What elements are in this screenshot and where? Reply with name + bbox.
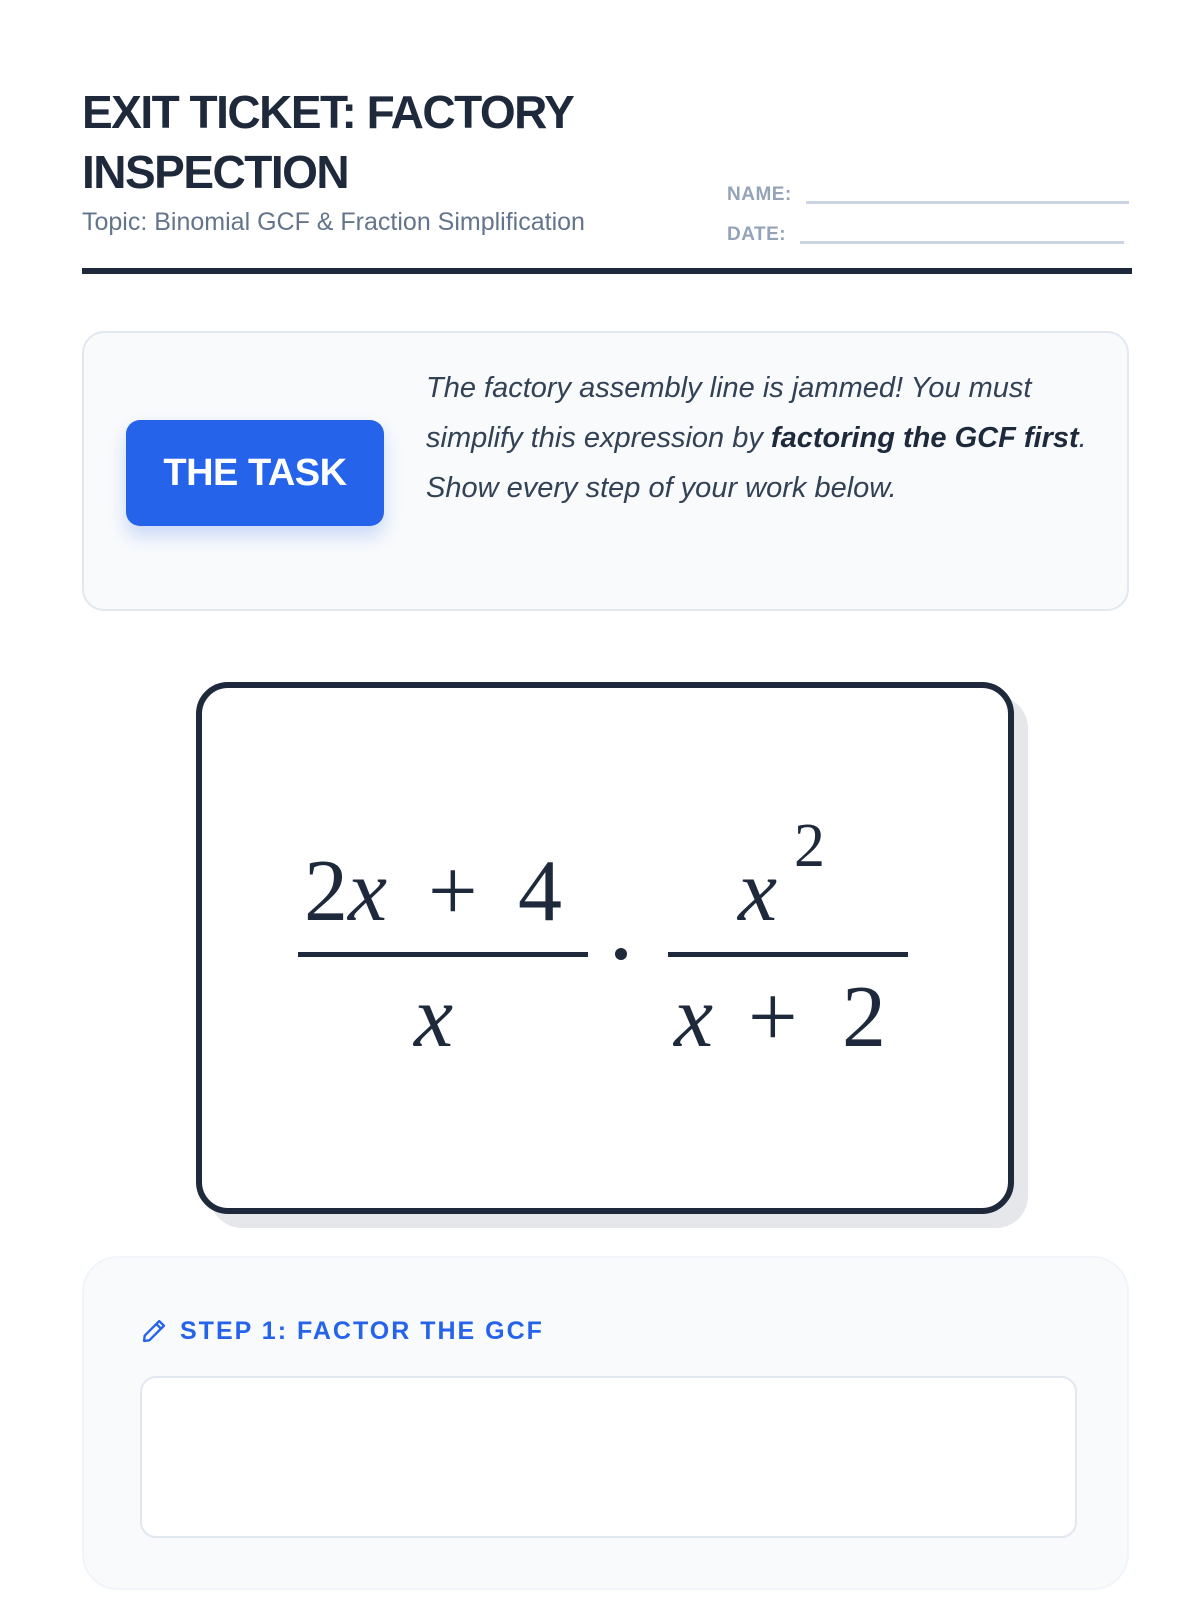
step1-header xyxy=(140,1316,544,1346)
task-text-emphasis: factoring the GCF first xyxy=(770,422,1079,454)
task-badge: THE TASK xyxy=(126,420,384,526)
expression-display xyxy=(202,688,1008,1208)
f2-den-variable: x xyxy=(674,969,714,1066)
fraction-bar-2 xyxy=(668,952,908,957)
task-text-part2: . Show every step of your work below. xyxy=(426,422,1087,504)
f1-num-constant: 4 xyxy=(518,843,562,940)
date-label: DATE: xyxy=(727,224,787,245)
worksheet-header xyxy=(82,82,1132,272)
step1-card xyxy=(82,1256,1129,1590)
topic-subtitle: Topic: Binomial GCF & Fraction Simplification xyxy=(82,208,585,236)
expression-card xyxy=(196,682,1014,1214)
date-field[interactable] xyxy=(727,216,1124,246)
f1-denominator: x xyxy=(414,969,454,1066)
pencil-icon xyxy=(140,1317,168,1345)
step1-answer-box[interactable] xyxy=(140,1376,1077,1538)
f1-num-variable: x xyxy=(348,843,388,940)
f2-den-operator: + xyxy=(748,969,798,1066)
name-blank-line[interactable] xyxy=(806,201,1129,204)
multiply-dot xyxy=(615,948,627,960)
name-label: NAME: xyxy=(727,184,792,205)
f1-num-operator: + xyxy=(428,843,478,940)
name-field[interactable] xyxy=(727,176,1129,206)
date-blank-line[interactable] xyxy=(800,241,1124,244)
header-divider xyxy=(82,268,1132,274)
f1-num-coefficient: 2 xyxy=(304,843,348,940)
f2-num-exponent: 2 xyxy=(794,812,825,880)
page-title: EXIT TICKET: FACTORY INSPECTION xyxy=(82,86,573,198)
fraction-bar-1 xyxy=(298,952,588,957)
f2-num-variable: x xyxy=(738,843,778,940)
task-card xyxy=(82,331,1129,611)
f2-den-constant: 2 xyxy=(842,969,886,1066)
task-text-part1: The factory assembly line is jammed! You must simplify this expression by xyxy=(426,372,1032,454)
task-instructions xyxy=(426,363,1096,513)
step1-title: STEP 1: FACTOR THE GCF xyxy=(180,1316,544,1345)
